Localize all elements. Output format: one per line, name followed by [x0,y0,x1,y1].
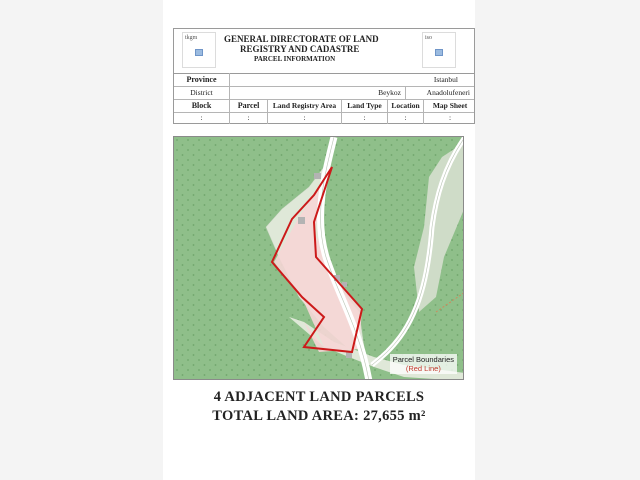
parcel-info-table [173,28,475,124]
document-title [224,34,424,64]
parcel-count-caption: 4 ADJACENT LAND PARCELS [213,389,425,405]
col-land-type: Land Type [342,99,388,112]
col-parcel: Parcel [230,99,268,112]
total-area-caption: TOTAL LAND AREA: 27,655 m² [212,408,426,424]
district-value: Beykoz [230,86,406,99]
value-land-registry-area: : [268,112,342,124]
value-row [174,112,474,124]
table-header-band [174,29,474,74]
value-location: : [388,112,424,124]
agency-logo-text: tkgm [185,35,198,41]
legend-line-2: (Red Line) [405,364,441,373]
parcel-map[interactable] [173,136,464,380]
certification-logo [422,32,456,68]
district-label: District [174,86,230,99]
image-placeholder-icon [435,49,443,56]
value-map-sheet: : [448,113,452,122]
certification-logo-text: iso [425,35,433,41]
province-label: Province [174,73,230,86]
value-parcel: : [230,112,268,124]
neighborhood-value: Anadolufeneri [426,88,470,97]
value-block: : [174,112,230,124]
value-land-type: : [342,112,388,124]
building [314,173,321,179]
building [298,217,305,224]
col-block: Block [174,99,230,112]
col-location: Location [388,99,424,112]
district-row [174,86,474,100]
map-legend [390,354,457,374]
province-row [174,73,474,87]
image-placeholder-icon [195,49,203,56]
title-line-2: REGISTRY AND CADASTRE [240,44,360,54]
col-map-sheet: Map Sheet [432,101,468,110]
right-margin [474,0,640,480]
title-line-3: PARCEL INFORMATION [254,55,336,63]
column-header-row [174,99,474,113]
legend-line-1: Parcel Boundaries [392,355,454,364]
province-value: Istanbul [433,75,458,84]
map-canvas [174,137,464,380]
left-margin [0,0,164,480]
agency-logo [182,32,216,68]
title-line-1: GENERAL DIRECTORATE OF LAND [224,34,379,44]
col-land-registry-area: Land Registry Area [268,99,342,112]
